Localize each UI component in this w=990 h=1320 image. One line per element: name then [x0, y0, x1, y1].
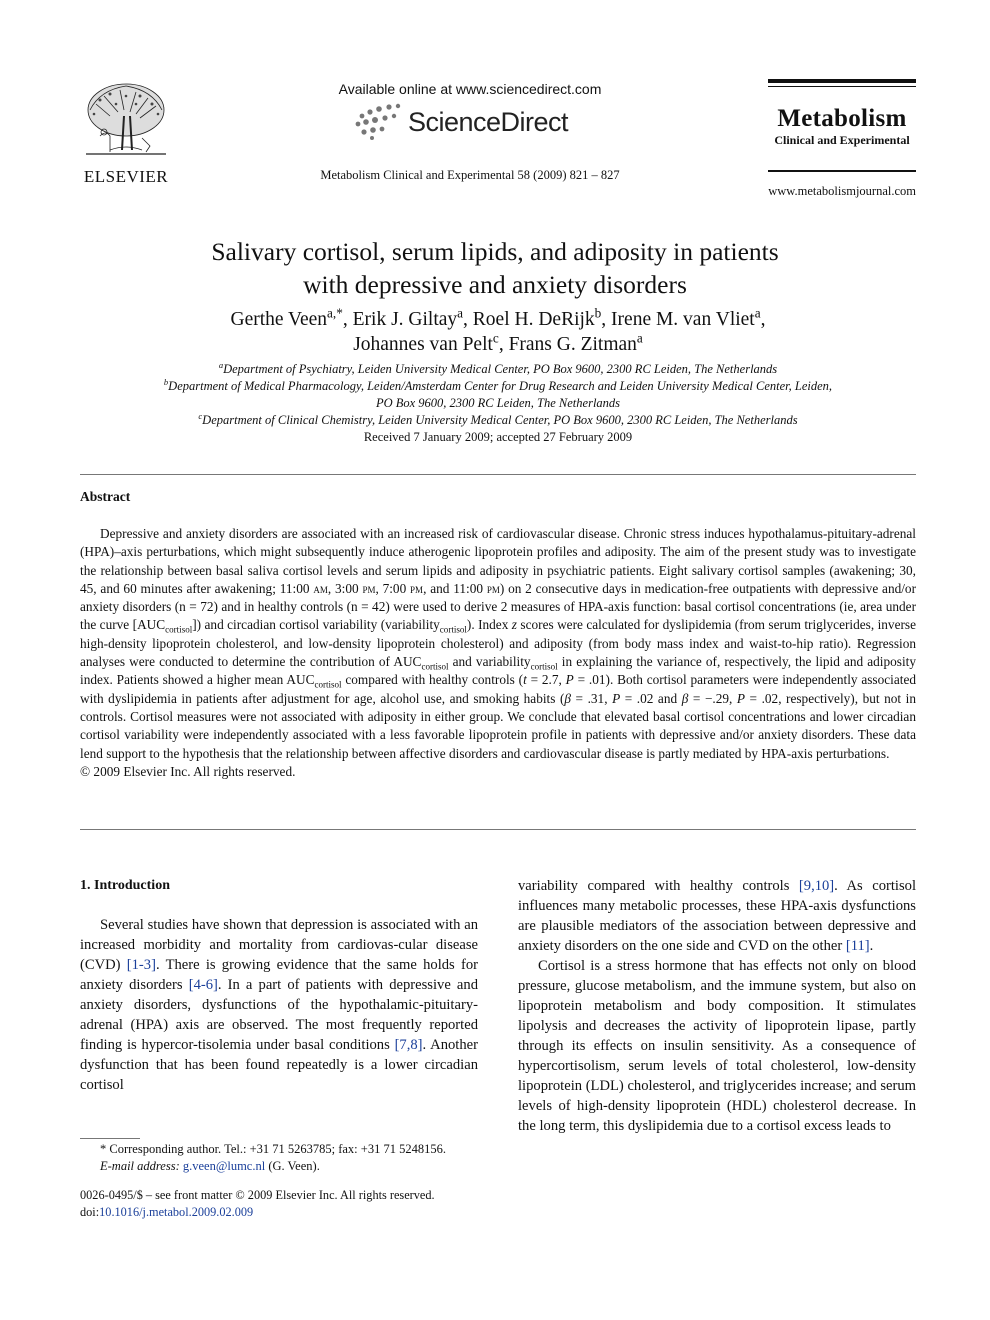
journal-rule-bottom — [768, 170, 916, 172]
article-title-line2: with depressive and anxiety disorders — [303, 270, 687, 299]
journal-rule-top-thin — [768, 86, 916, 87]
author-name: Roel H. DeRijk — [472, 309, 595, 330]
left-column — [80, 915, 478, 1095]
abstract-text: Depressive and anxiety disorders are associated with an increased risk of cardiovascular disease. Chronic stress induces hypothalamus-pituitary-adrenal (HPA)–axis perturbations, which might subsequently induce atherogenic lipoprotein profiles and adiposity. The aim of the present study was to investigate the relationship between basal saliva cortisol levels and serum lipids and adiposity in psychiatric patients. Eight salivary cortisol samples (awakening; 30, 45, and 60 minutes after awakening; 11:00 — [80, 526, 916, 596]
elsevier-wordmark: ELSEVIER — [83, 167, 169, 186]
abstract-body — [80, 525, 916, 781]
author-affiliation-marker[interactable]: a,* — [327, 305, 343, 321]
issn-line: 0026-0495/$ – see front matter © 2009 Elsevier Inc. All rights reserved. — [80, 1188, 435, 1202]
body-text: . There is growing evidence that the same holds for anxiety disorders — [80, 957, 478, 993]
affiliation-marker: b — [163, 376, 169, 387]
email-owner: (G. Veen). — [265, 1159, 320, 1173]
citation-link[interactable]: [9,10] — [798, 878, 835, 894]
citation-link[interactable]: [4-6] — [188, 977, 218, 993]
abstract-copyright: © 2009 Elsevier Inc. All rights reserved. — [80, 763, 296, 779]
available-online: Available online at www.sciencedirect.com — [338, 81, 602, 97]
author-separator: , — [601, 309, 612, 330]
abstract-text: , and 11:00 — [423, 580, 487, 596]
affiliation-line — [80, 395, 916, 412]
author-line-2 — [80, 332, 916, 357]
intro-paragraph-2: Cortisol is a stress hormone that has effects not only on blood pressure, glucose metabolism, and the immune system, but also on lipoprotein metabolism and body composition. It stimulates lipolysis and decreases the activity of lipoprotein lipase, partly through its effects on insulin sensitivity. As a consequence of hypercortisolism, serum levels of total cholesterol, low-density lipoprotein (LDL) cholesterol, and triglycerides increase; and serum levels of high-density lipoprotein (HDL) cholesterol decrease. In the long term, this dyslipidemia due to a cortisol excess leads to — [518, 958, 916, 1134]
author-affiliation-marker[interactable]: a — [754, 305, 761, 321]
right-column — [518, 876, 916, 1136]
abstract-text: z — [511, 617, 517, 633]
body-text: . Another dysfunction that has been found repeatedly is a lower circadian cortisol — [80, 1037, 478, 1093]
body-text: . In a part of patients with depressive and anxiety disorders, dysfunctions of the hypothalamic-pituitary-adrenal (HPA) axis are observed. The most frequently reported finding is hypercor-tisolemia under basal conditions — [80, 977, 478, 1053]
author-name: Johannes van Pelt — [353, 334, 493, 355]
abstract-rule-bottom — [80, 829, 916, 830]
subscript: cortisol — [165, 625, 193, 636]
abstract-rule-top — [80, 474, 916, 475]
abstract-text: ). Index — [466, 617, 512, 633]
received-dates: Received 7 January 2009; accepted 27 February 2009 — [363, 430, 633, 444]
citation-link[interactable]: [11] — [845, 938, 870, 954]
elsevier-logo[interactable] — [80, 80, 172, 186]
author-separator: , — [760, 309, 766, 330]
citation-link[interactable]: [1-3] — [126, 957, 156, 973]
journal-citation: Metabolism Clinical and Experimental 58 (2009) 821 – 827 — [320, 168, 620, 182]
body-text: Several studies have shown that depression is associated with an increased morbidity and mortality from cardiovas-cular disease (CVD) — [80, 917, 478, 973]
journal-name: Metabolism — [777, 105, 907, 132]
affiliation-text: Department of Clinical Chemistry, Leiden University Medical Center, PO Box 9600, 2300 RC Leiden, The Netherlands — [202, 413, 798, 427]
intro-paragraph-1-continued — [518, 876, 916, 956]
affiliation-text: Department of Medical Pharmacology, Leiden/Amsterdam Center for Drug Research and Leiden University Medical Center, Leiden, — [168, 379, 833, 393]
author-separator: , — [498, 334, 509, 355]
body-text: . — [869, 938, 874, 954]
author-name: Irene M. van Vliet — [611, 309, 755, 330]
abstract-text: = .02, respectively), but not in controls. Cortisol measures were not associated with adiposity in either group. We conclude that elevated basal cortisol concentrations and lower circadian cortisol variability were independently associated with a less favorable lipoprotein profile in patients with depressive and/or anxiety disorders. These data lend support to the hypothesis that the relationship between affective disorders and cardiovascular disease is partly mediated by HPA-axis perturbations. — [80, 690, 916, 761]
author-separator: , — [342, 309, 353, 330]
abstract-text: compared with healthy controls ( — [341, 672, 524, 688]
journal-url[interactable]: www.metabolismjournal.com — [768, 184, 916, 198]
journal-rule-top-thick — [768, 79, 916, 83]
affiliation-line — [80, 361, 916, 378]
affiliation-text: PO Box 9600, 2300 RC Leiden, The Netherlands — [375, 396, 621, 410]
affiliations — [80, 361, 916, 429]
abstract-text: pm — [486, 580, 500, 596]
author-name: Erik J. Giltay — [352, 309, 458, 330]
abstract-text: P — [736, 690, 745, 706]
abstract-text: P — [565, 672, 574, 688]
affiliation-marker: c — [198, 410, 203, 421]
body-text: variability compared with healthy controls — [518, 878, 799, 894]
article-title — [100, 235, 890, 301]
abstract-text: pm — [362, 580, 376, 596]
abstract-text: P — [612, 690, 621, 706]
abstract-text: = −.29, — [688, 690, 737, 706]
abstract-text: , 7:00 — [375, 580, 411, 596]
abstract-text: = .31, — [571, 690, 613, 706]
footnote-corresponding: * Corresponding author. Tel.: +31 71 5263785; fax: +31 71 5248156. — [100, 1142, 446, 1156]
journal-subtitle: Clinical and Experimental — [774, 133, 910, 147]
subscript: cortisol — [439, 625, 467, 636]
affiliation-line — [80, 412, 916, 429]
author-name: Gerthe Veen — [230, 309, 328, 330]
abstract-text: pm — [410, 580, 424, 596]
affiliation-marker: a — [218, 359, 224, 370]
abstract-text: = .01). Both cortisol parameters were independently associated with dyslipidemia in patients after adjustment for age, alcohol use, and smoking habits ( — [80, 672, 916, 706]
doi-line — [80, 1205, 480, 1220]
article-title-line1: Salivary cortisol, serum lipids, and adiposity in patients — [211, 237, 779, 266]
email-link[interactable]: g.veen@lumc.nl — [182, 1159, 266, 1173]
citation-link[interactable]: [7,8] — [394, 1037, 423, 1053]
abstract-text: in explaining the variance of, respectively, the lipid and adiposity index. Patients showed a higher mean AUC — [80, 654, 917, 688]
body-text: . As cortisol influences many metabolic processes, these HPA-axis dysfunctions are plausible mediators of the association between depressive and anxiety disorders on the one side and CVD on the other — [518, 878, 916, 954]
abstract-text: = 2.7, — [526, 672, 566, 688]
sciencedirect-wordmark: ScienceDirect — [408, 107, 569, 137]
author-affiliation-marker[interactable]: a — [457, 305, 464, 321]
author-affiliation-marker[interactable]: b — [594, 305, 602, 321]
sciencedirect-logo[interactable] — [352, 102, 588, 146]
footnote-email — [100, 1159, 480, 1174]
author-list — [80, 307, 916, 357]
abstract-text: , 3:00 — [327, 580, 363, 596]
author-affiliation-marker[interactable]: a — [636, 330, 643, 346]
abstract-text: and variability — [448, 654, 531, 670]
doi-label: doi: — [80, 1205, 100, 1219]
elsevier-tree-icon — [80, 80, 172, 162]
email-label: E-mail address: — [100, 1159, 180, 1173]
abstract-heading: Abstract — [80, 489, 131, 504]
abstract-text: = .02 and — [620, 690, 682, 706]
abstract-text: β — [564, 690, 572, 706]
author-affiliation-marker[interactable]: c — [492, 330, 499, 346]
author-line-1 — [80, 307, 916, 332]
author-separator: , — [463, 309, 473, 330]
abstract-text: ) on 2 consecutive days in medication-free outpatients with depressive and/or anxiety disorders (n = 72) and in healthy controls (n = 42) were used to derive 2 measures of HPA-axis function: basal cortisol concentrations (ie, area under the curve [AUC — [80, 580, 917, 633]
sciencedirect-dots-icon — [352, 102, 408, 142]
abstract-text: am — [313, 580, 328, 596]
abstract-text: t — [523, 672, 527, 688]
doi-link[interactable]: 10.1016/j.metabol.2009.02.009 — [99, 1205, 254, 1219]
abstract-text: β — [681, 690, 689, 706]
subscript: cortisol — [314, 680, 342, 691]
abstract-text: scores were calculated for dyslipidemia (from serum triglycerides, inverse high-density lipoprotein cholesterol, and low-density lipoprotein cholesterol) and adiposity (from body mass index and waist-to-hip ratio). Regression analyses were conducted to determine the contribution of AUC — [80, 617, 916, 670]
subscript: cortisol — [530, 661, 558, 672]
affiliation-line — [80, 378, 916, 395]
section-heading-introduction: 1. Introduction — [80, 878, 170, 893]
footnote-rule — [80, 1138, 140, 1139]
affiliation-text: Department of Psychiatry, Leiden University Medical Center, PO Box 9600, 2300 RC Leiden, The Netherlands — [223, 362, 778, 376]
subscript: cortisol — [421, 661, 449, 672]
intro-paragraph-1 — [80, 915, 478, 1095]
abstract-paragraph — [80, 525, 916, 763]
author-name: Frans G. Zitman — [508, 334, 637, 355]
abstract-text: ]) and circadian cortisol variability (variability — [192, 617, 440, 633]
